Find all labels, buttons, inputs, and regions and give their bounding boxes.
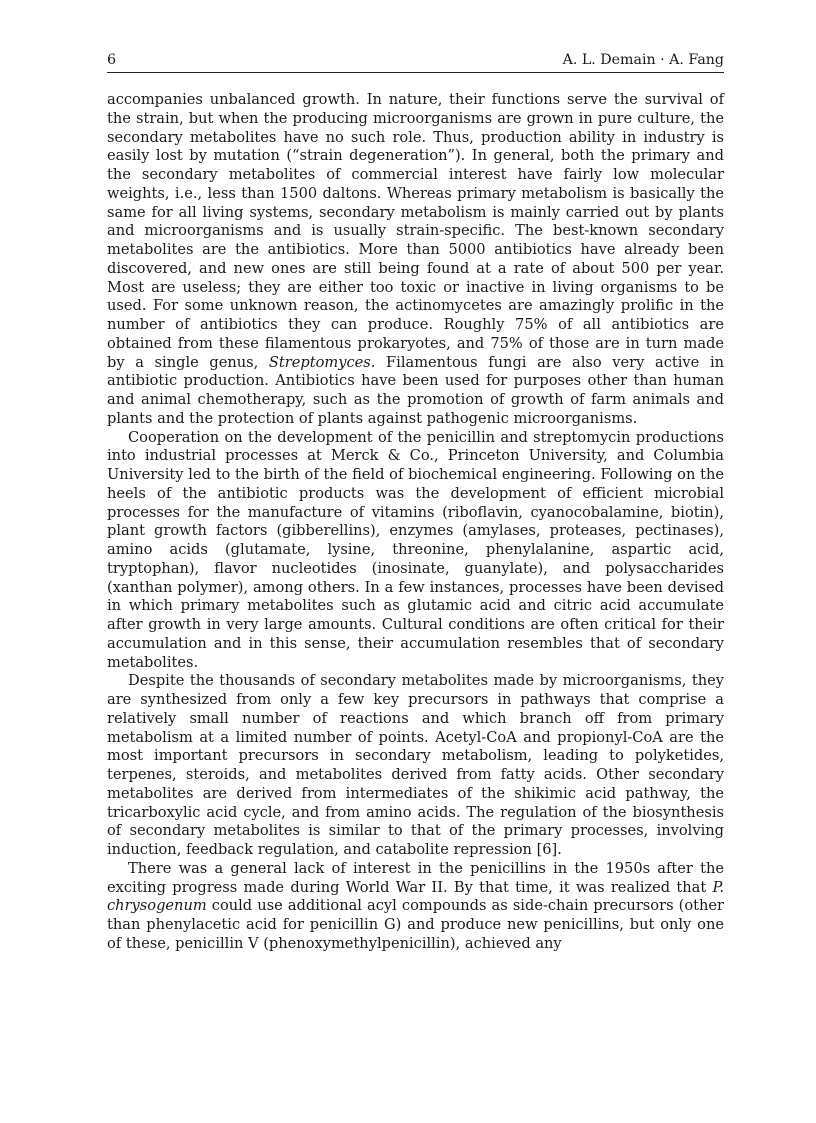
paragraph-3: Despite the thousands of secondary metabolites made by microorganisms, they are synthesized from only a few key precursors in pathways that comprise a relatively small number of reactions and which branch off from primary metabolism at a limited number of points. Acetyl-CoA and propionyl-CoA are the most important precursors in secondary metabolism, leading to polyketides, terpenes, steroids, and metabolites derived from fatty acids. Other secondary metabolites are derived from intermediates of the shikimic acid pathway, the tricarboxylic acid cycle, and from amino acids. The regulation of the biosynthesis of secondary metabolites is similar to that of the primary processes, involving induction, feedback regulation, and catabolite repression [6]. (107, 672, 724, 858)
paragraph-1-text: accompanies unbalanced growth. In nature, their functions serve the survival of the strain, but when the producing microorganisms are grown in pure culture, the secondary metabolites have no such role. Thus, production ability in industry is easily lost by mutation (“strain degeneration”). In general, both the primary and the secondary metabolites of commercial interest have fairly low molecular weights, i.e., less than 1500 daltons. Whereas primary metabolism is basically the same for all living systems, secondary metabolism is mainly carried out by plants and microorganisms and is usually strain-specific. The best-known secondary metabolites are the antibiotics. More than 5000 antibiotics have already been discovered, and new ones are still being found at a rate of about 500 per year. Most are useless; they are either too toxic or inactive in living organisms to be used. For some unknown reason, the actinomycetes are amazingly prolific in the number of antibiotics they can produce. Roughly 75% of all antibiotics are obtained from these filamentous prokaryotes, and 75% of those are in turn made by a single genus, (107, 91, 724, 371)
page-number: 6 (107, 52, 117, 68)
running-head-authors: A. L. Demain · A. Fang (562, 52, 724, 68)
paragraph-1 (107, 91, 724, 429)
species-name: P. chrysogenum (107, 878, 724, 915)
body-text (107, 91, 724, 954)
paragraph-4 (107, 860, 724, 954)
paragraph-4-start: There was a general lack of interest in the penicillins in the 1950s after the exciting progress made during World War II. By that time, it was realized that (107, 859, 724, 896)
genus-name: Streptomyces. (268, 353, 376, 371)
paragraph-2: Cooperation on the development of the penicillin and streptomycin productions into industrial processes at Merck & Co., Princeton University, and Columbia University led to the birth of the field of biochemical engineering. Following on the heels of the antibiotic products was the development of efficient microbial processes for the manufacture of vitamins (riboflavin, cyanocobalamine, biotin), plant growth factors (gibberellins), enzymes (amylases, proteases, pectinases), amino acids (glutamate, lysine, threonine, phenylalanine, aspartic acid, tryptophan), flavor nucleotides (inosinate, guanylate), and polysaccharides (xanthan polymer), among others. In a few instances, processes have been devised in which primary metabolites such as glutamic acid and citric acid accumulate after growth in very large amounts. Cultural conditions are often critical for their accumulation and in this sense, their accumulation resembles that of secondary metabolites. (107, 428, 724, 671)
running-head (107, 52, 724, 73)
paragraph-4-end: could use additional acyl compounds as side-chain precursors (other than phenylacetic acid for penicillin G) and produce new penicillins, but only one of these, penicillin V (phenoxymethylpenicillin), achieved any (107, 897, 724, 952)
page (107, 52, 724, 954)
paragraph-1-end: Filamentous fungi are also very active in antibiotic production. Antibiotics have been used for purposes other than human and animal chemotherapy, such as the promotion of growth of farm animals and plants and the protection of plants against pathogenic microorganisms. (107, 353, 725, 427)
